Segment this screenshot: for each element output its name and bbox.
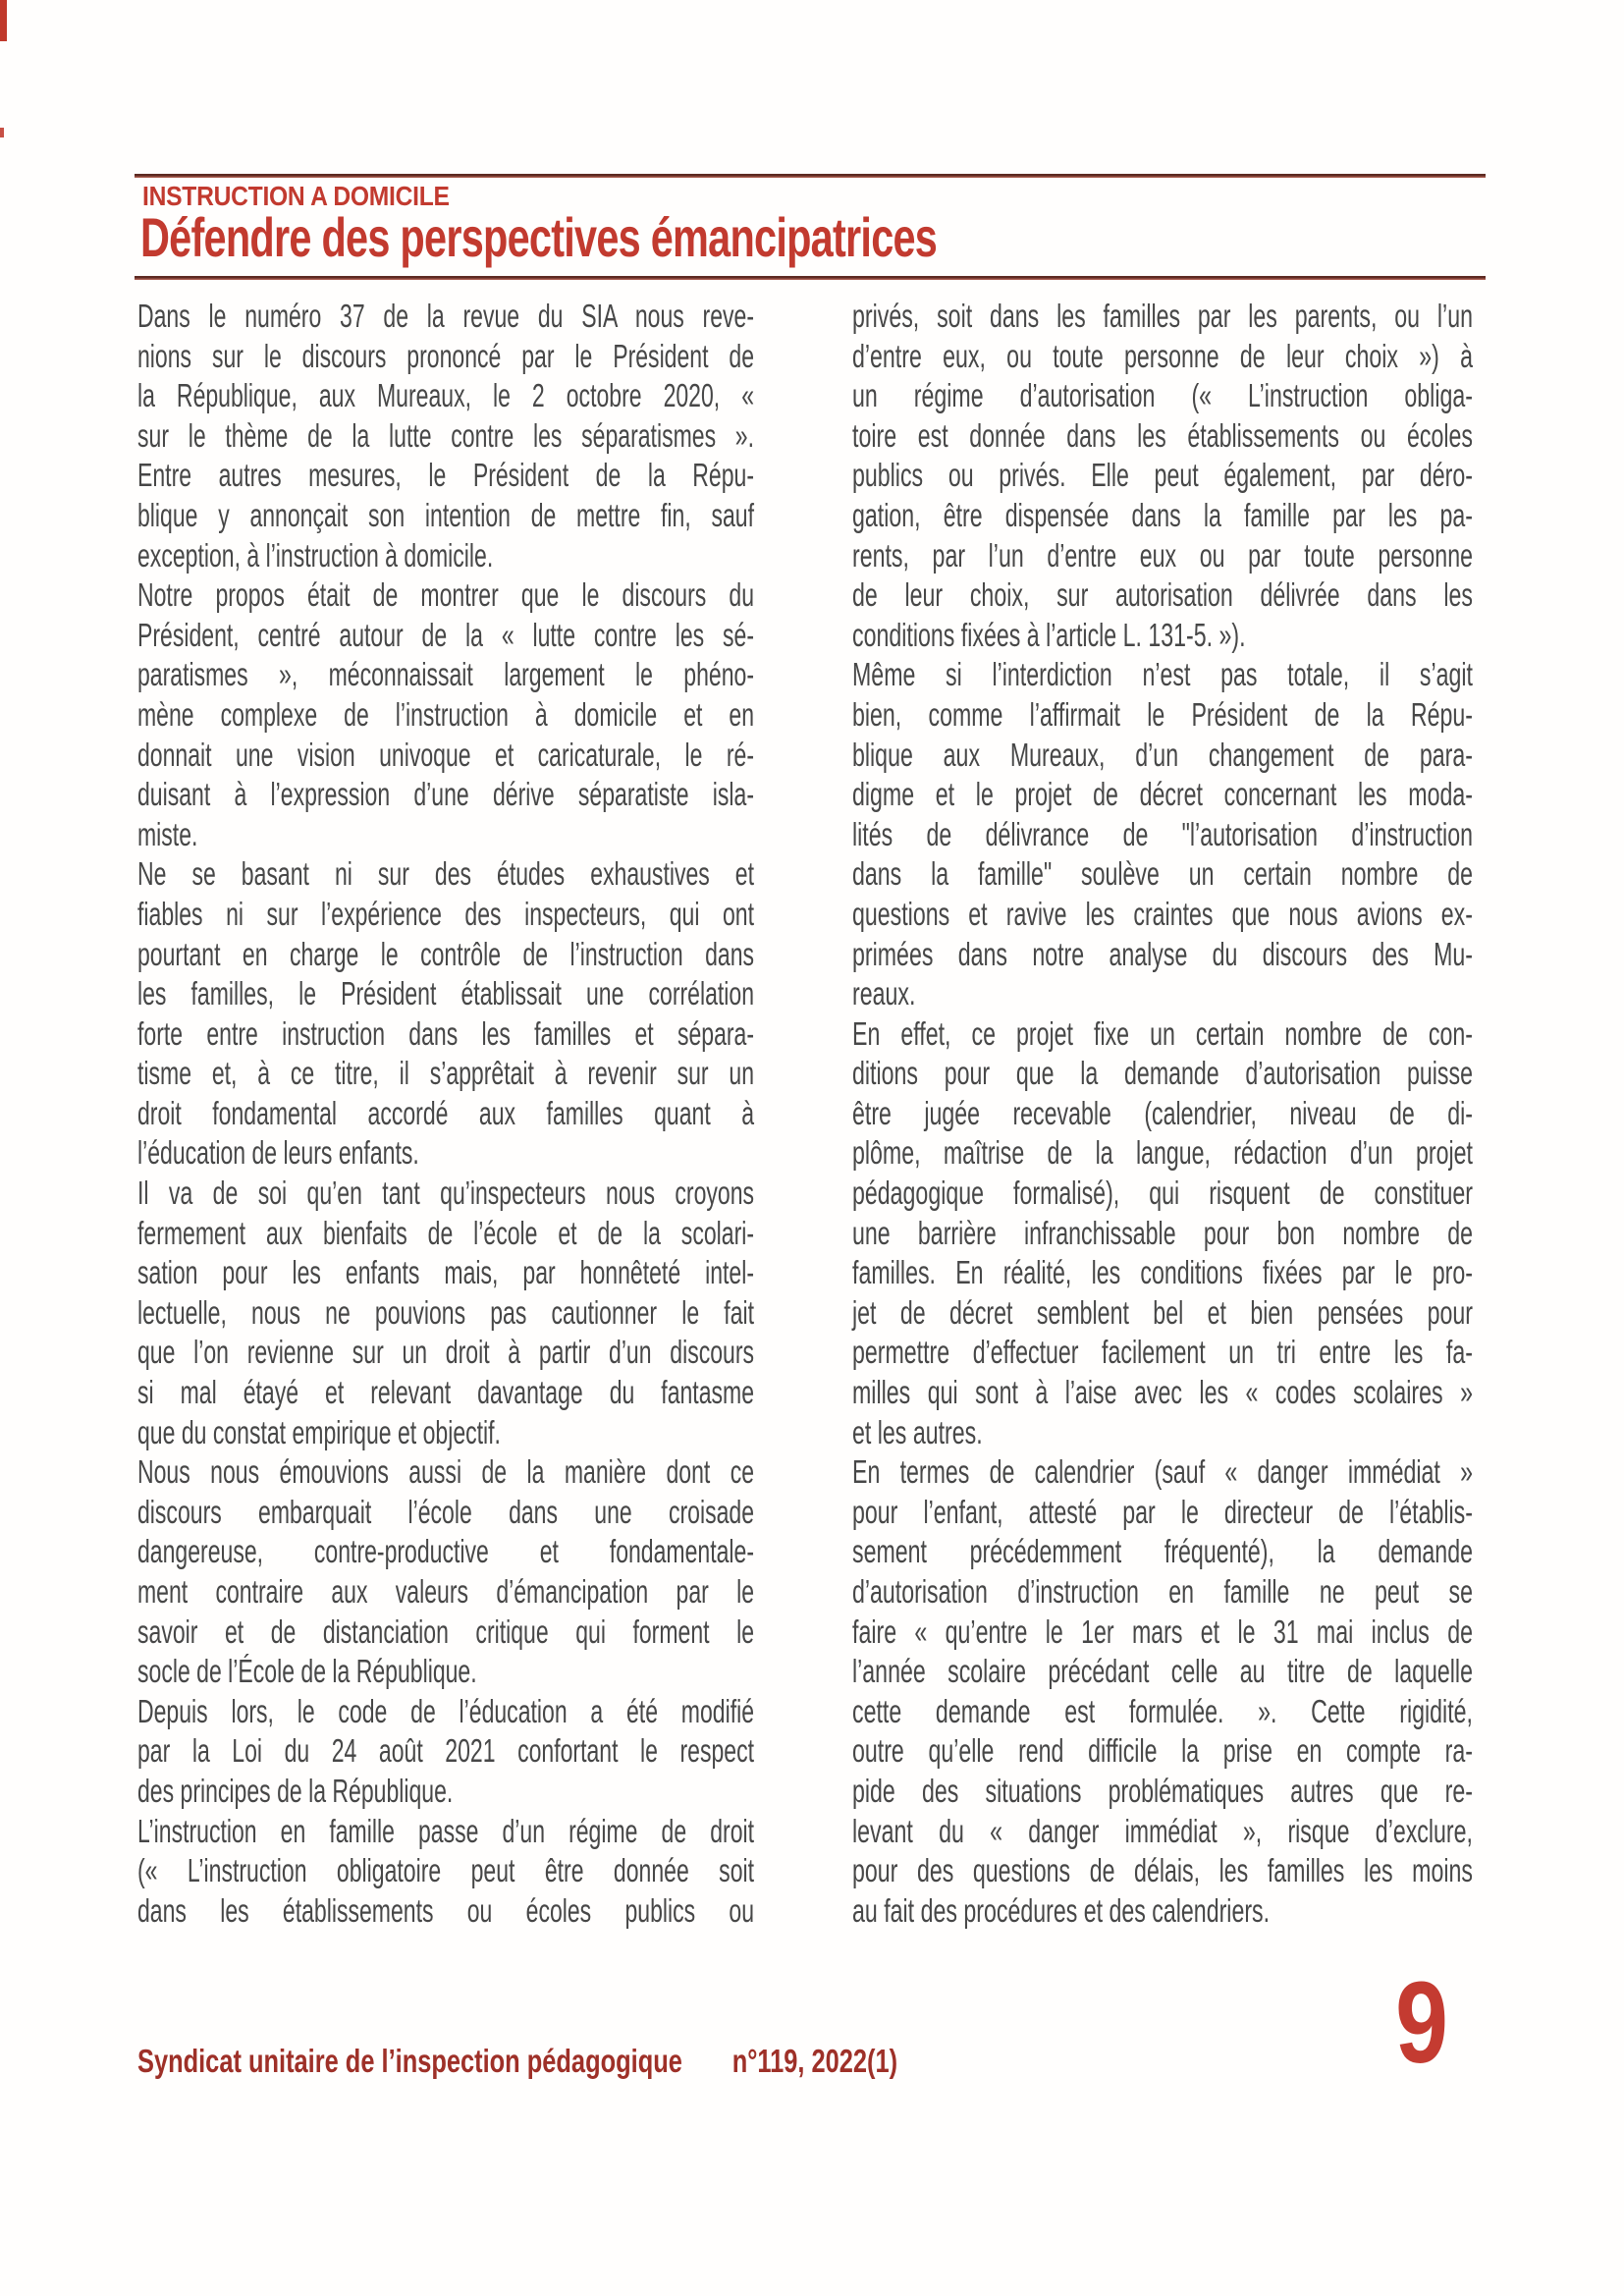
body-line: discours embarquait l’école dans une croisade (137, 1493, 755, 1530)
body-line: Ne se basant ni sur des études exhaustives et (137, 855, 755, 893)
body-line: au fait des procédures et des calendriers. (852, 1891, 1271, 1929)
scan-artifact-mark (0, 0, 7, 41)
body-line: Depuis lors, le code de l’éducation a été modifié (137, 1692, 755, 1729)
body-line: bien, comme l’affirmait le Président de la Répu- (852, 695, 1473, 733)
body-line: par la Loi du 24 août 2021 confortant le respect (137, 1732, 755, 1770)
body-line: gation, être dispensée dans la famille par les pa- (852, 496, 1473, 533)
body-line: blique aux Mureaux, d’un changement de para- (852, 736, 1473, 773)
body-line: forte entre instruction dans les familles et sépara- (137, 1014, 755, 1052)
body-line: pide des situations problématiques autres que re- (852, 1772, 1473, 1809)
body-line: dans la famille" soulève un certain nombre de (852, 855, 1473, 893)
body-line: l’année scolaire précédant celle au titre de laquelle (852, 1653, 1473, 1690)
body-line: droit fondamental accordé aux familles quant à (137, 1094, 755, 1131)
body-line: que du constat empirique et objectif. (137, 1413, 501, 1450)
body-line: rents, par l’un d’entre eux ou par toute personne (852, 536, 1473, 574)
body-line: savoir et de distanciation critique qui forment le (137, 1613, 755, 1650)
body-line: d’autorisation d’instruction en famille ne peut se (852, 1573, 1473, 1610)
page-number: 9 (1395, 1958, 1448, 2088)
body-line: dangereuse, contre-productive et fondamentale- (137, 1533, 755, 1570)
publication-name: Syndicat unitaire de l’inspection pédagogique (137, 2043, 682, 2079)
body-line: nions sur le discours prononcé par le Président de (137, 337, 755, 374)
body-line: questions et ravive les craintes que nous avions ex- (852, 895, 1473, 932)
body-line: ment contraire aux valeurs d’émancipation par le (137, 1573, 755, 1610)
body-line: la République, aux Mureaux, le 2 octobre 2020, « (137, 377, 755, 414)
body-line: reaux. (852, 975, 916, 1012)
body-line: exception, à l’instruction à domicile. (137, 536, 494, 574)
body-line: Il va de soi qu’en tant qu’inspecteurs nous croyons (137, 1175, 755, 1212)
body-line: des principes de la République. (137, 1772, 454, 1809)
body-line: l’éducation de leurs enfants. (137, 1134, 419, 1172)
article-column-right-text (852, 297, 1473, 1931)
body-line: sur le thème de la lutte contre les séparatismes ». (137, 416, 755, 454)
body-line: jet de décret semblent bel et bien pensées pour (852, 1293, 1473, 1331)
body-line: dans les établissements ou écoles publics ou (137, 1891, 755, 1929)
body-line: duisant à l’expression d’une dérive séparatiste isla- (137, 776, 755, 813)
body-line: blique y annonçait son intention de mettre fin, sauf (137, 496, 755, 533)
article-title: Défendre des perspectives émancipatrices (140, 206, 938, 268)
article-column-left-text (137, 297, 754, 1931)
body-line: faire « qu’entre le 1er mars et le 31 mai inclus de (852, 1613, 1473, 1650)
body-line: En effet, ce projet fixe un certain nombre de con- (852, 1014, 1473, 1052)
body-line: cette demande est formulée. ». Cette rigidité, (852, 1692, 1473, 1729)
body-line: familles. En réalité, les conditions fixées par le pro- (852, 1254, 1473, 1291)
body-line: plôme, maîtrise de la langue, rédaction d’un projet (852, 1134, 1473, 1172)
body-line: et les autres. (852, 1413, 983, 1450)
body-line: un régime d’autorisation (« L’instruction obliga- (852, 377, 1473, 414)
body-line: fiables ni sur l’expérience des inspecteurs, qui ont (137, 895, 755, 932)
body-line: sement précédemment fréquenté), la demande (852, 1533, 1473, 1570)
issue-number: n°119, 2022(1) (731, 2043, 898, 2079)
body-line: mène complexe de l’instruction à domicile et en (137, 695, 755, 733)
body-line: paratismes », méconnaissait largement le phéno- (137, 656, 755, 693)
body-line: que l’on revienne sur un droit à partir d’un discours (137, 1334, 755, 1371)
body-line: fermement aux bienfaits de l’école et de la scolari- (137, 1214, 755, 1251)
body-line: outre qu’elle rend difficile la prise en compte ra- (852, 1732, 1473, 1770)
body-line: donnait une vision univoque et caricaturale, le ré- (137, 736, 755, 773)
body-line: si mal étayé et relevant davantage du fantasme (137, 1374, 755, 1411)
body-line: publics ou privés. Elle peut également, par déro- (852, 457, 1473, 494)
section-kicker: INSTRUCTION A DOMICILE (142, 181, 450, 211)
body-line: digme et le projet de décret concernant les moda- (852, 776, 1473, 813)
body-line: levant du « danger immédiat », risque d’exclure, (852, 1812, 1473, 1849)
body-line: Président, centré autour de la « lutte contre les sé- (137, 616, 755, 653)
body-line: tisme et, à ce titre, il s’apprêtait à revenir sur un (137, 1055, 755, 1092)
body-line: pour l’enfant, attesté par le directeur de l’établis- (852, 1493, 1473, 1530)
body-line: Notre propos était de montrer que le discours du (137, 576, 755, 614)
body-line: Même si l’interdiction n’est pas totale, il s’agit (852, 656, 1473, 693)
body-line: lités de délivrance de "l’autorisation d’instruction (852, 815, 1473, 852)
body-line: miste. (137, 815, 198, 852)
body-line: pédagogique formalisé), qui risquent de constituer (852, 1175, 1473, 1212)
body-line: lectuelle, nous ne pouvions pas cautionner le fait (137, 1293, 755, 1331)
body-line: d’entre eux, ou toute personne de leur choix ») à (852, 337, 1473, 374)
body-line: conditions fixées à l’article L. 131-5. »). (852, 616, 1246, 653)
body-line: privés, soit dans les familles par les parents, ou l’un (852, 298, 1473, 334)
body-line: socle de l’École de la République. (137, 1653, 477, 1690)
body-line: Nous nous émouvions aussi de la manière dont ce (137, 1453, 755, 1491)
article-column-right (852, 297, 1473, 1931)
scan-artifact-mark (0, 128, 4, 137)
body-line: Dans le numéro 37 de la revue du SIA nous reve- (137, 298, 755, 334)
body-line: toire est donnée dans les établissements ou écoles (852, 416, 1473, 454)
body-line: une barrière infranchissable pour bon nombre de (852, 1214, 1473, 1251)
body-line: En termes de calendrier (sauf « danger immédiat » (852, 1453, 1473, 1491)
header-rule-bottom (135, 276, 1486, 280)
body-line: milles qui sont à l’aise avec les « codes scolaires » (852, 1374, 1473, 1411)
body-line: L’instruction en famille passe d’un régime de droit (137, 1812, 755, 1849)
body-line: les familles, le Président établissait une corrélation (137, 975, 755, 1012)
body-line: (« L’instruction obligatoire peut être donnée soit (137, 1852, 755, 1889)
body-line: Entre autres mesures, le Président de la Répu- (137, 457, 755, 494)
body-line: permettre d’effectuer facilement un tri entre les fa- (852, 1334, 1473, 1371)
body-line: être jugée recevable (calendrier, niveau de di- (852, 1094, 1473, 1131)
page-footer (137, 2043, 897, 2080)
body-line: pour des questions de délais, les familles les moins (852, 1852, 1473, 1889)
article-column-left (137, 297, 754, 1931)
body-line: de leur choix, sur autorisation délivrée dans les (852, 576, 1473, 614)
body-line: primées dans notre analyse du discours des Mu- (852, 935, 1473, 972)
body-line: ditions pour que la demande d’autorisation puisse (852, 1055, 1473, 1092)
body-line: sation pour les enfants mais, par honnêteté intel- (137, 1254, 755, 1291)
body-line: pourtant en charge le contrôle de l’instruction dans (137, 935, 755, 972)
header-rule-top (135, 174, 1486, 178)
